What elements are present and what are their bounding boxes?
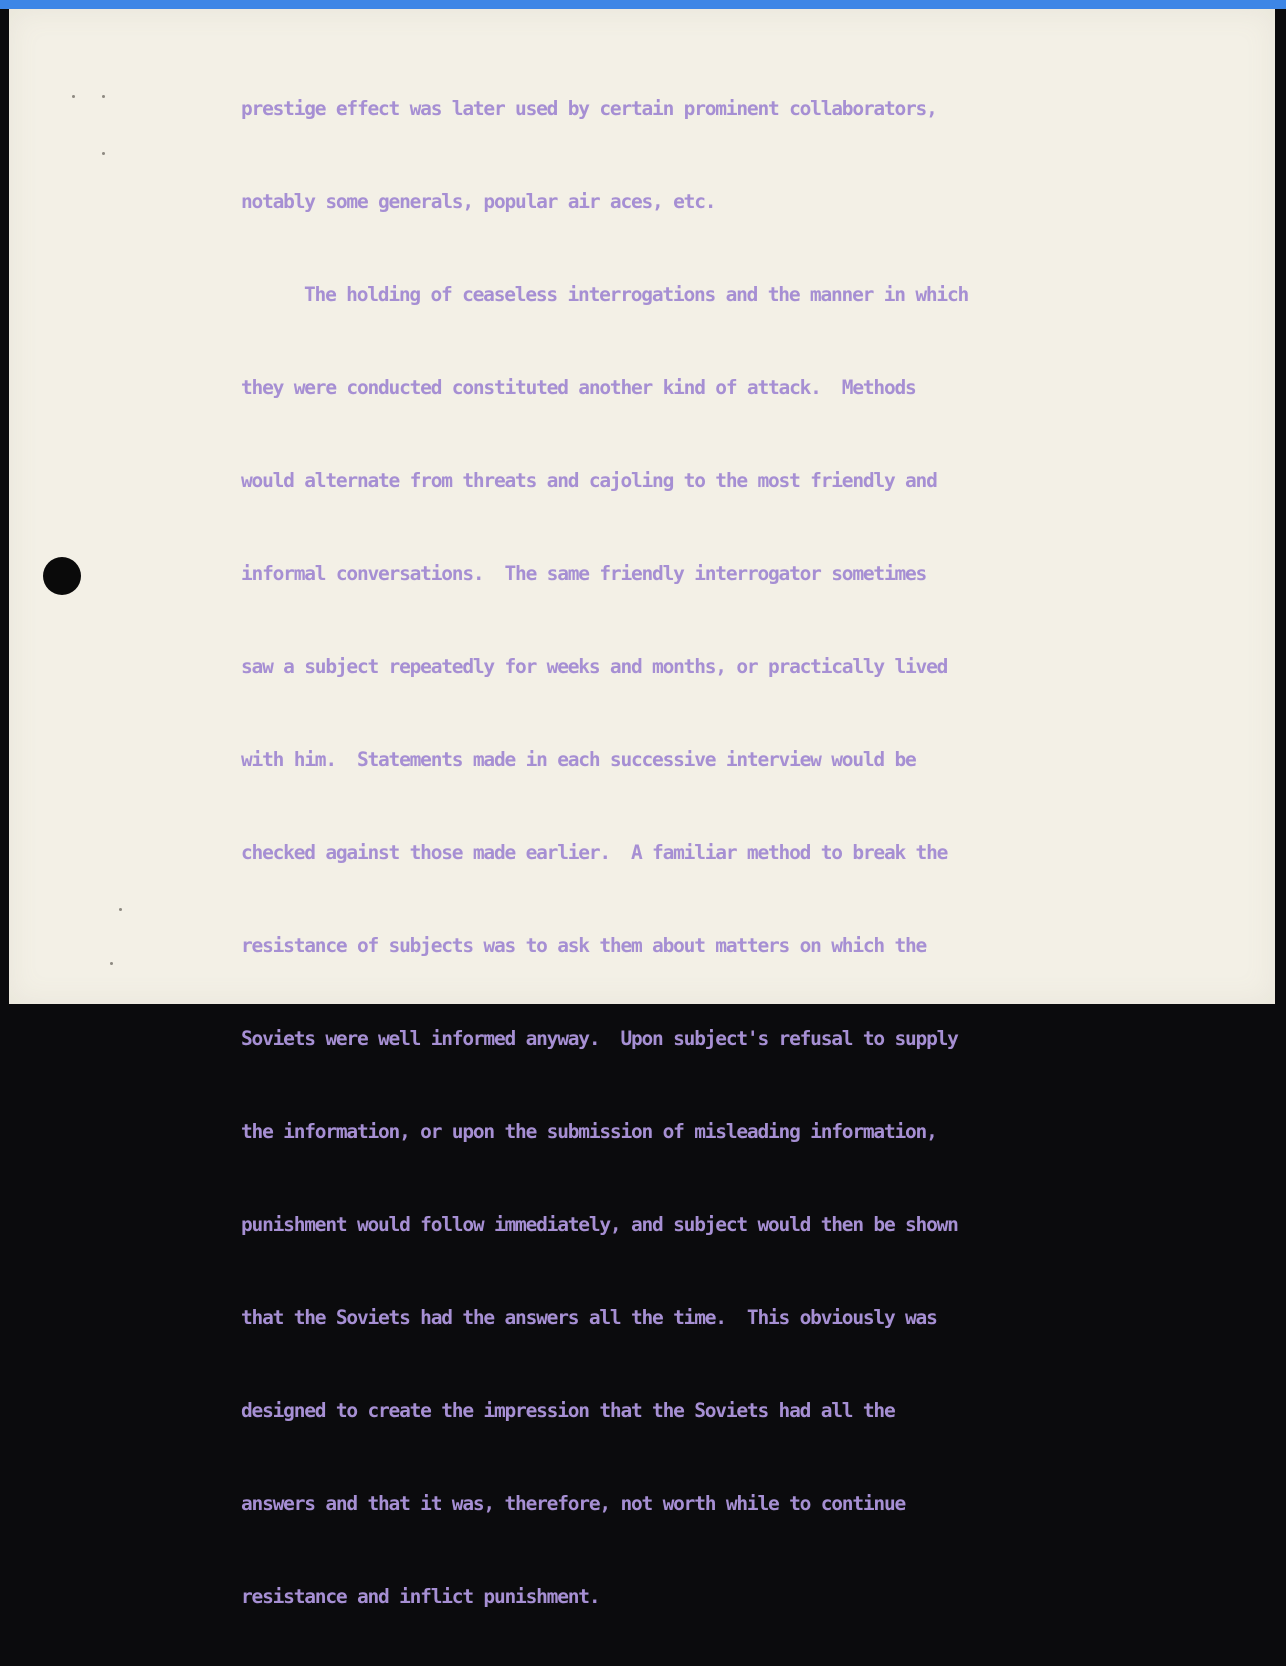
paper-speck: [102, 152, 105, 155]
scanned-page: [9, 9, 1275, 1608]
text-line: punishment would follow immediately, and subject would then be shown: [241, 1213, 958, 1236]
typewritten-text: [241, 39, 1121, 1666]
text-line: Soviets were well informed anyway. Upon subject's refusal to supply: [241, 1027, 958, 1050]
text-line: the information, or upon the submission of misleading information,: [241, 1120, 937, 1143]
text-line: they were conducted constituted another kind of attack. Methods: [241, 376, 916, 399]
paper-speck: [102, 95, 105, 98]
punch-hole: [43, 557, 81, 595]
text-line: resistance and inflict punishment.: [241, 1585, 600, 1608]
text-line: prestige effect was later used by certain prominent collaborators,: [241, 97, 937, 120]
text-line: checked against those made earlier. A familiar method to break the: [241, 841, 948, 864]
text-line: resistance of subjects was to ask them about matters on which the: [241, 934, 927, 957]
text-line: with him. Statements made in each successive interview would be: [241, 748, 916, 771]
text-line: answers and that it was, therefore, not worth while to continue: [241, 1492, 906, 1515]
text-line: notably some generals, popular air aces, etc.: [241, 190, 716, 213]
text-line: designed to create the impression that the Soviets had all the: [241, 1399, 895, 1422]
text-line: that the Soviets had the answers all the time. This obviously was: [241, 1306, 937, 1329]
text-line: would alternate from threats and cajoling to the most friendly and: [241, 469, 937, 492]
text-line: saw a subject repeatedly for weeks and months, or practically lived: [241, 655, 948, 678]
paper-speck: [110, 962, 113, 965]
paper-speck: [119, 908, 122, 911]
window-accent-bar: [0, 0, 1286, 9]
paragraph-start-line: The holding of ceaseless interrogations and the manner in which: [304, 283, 969, 306]
text-line: informal conversations. The same friendly interrogator sometimes: [241, 562, 927, 585]
paper-speck: [72, 95, 75, 98]
